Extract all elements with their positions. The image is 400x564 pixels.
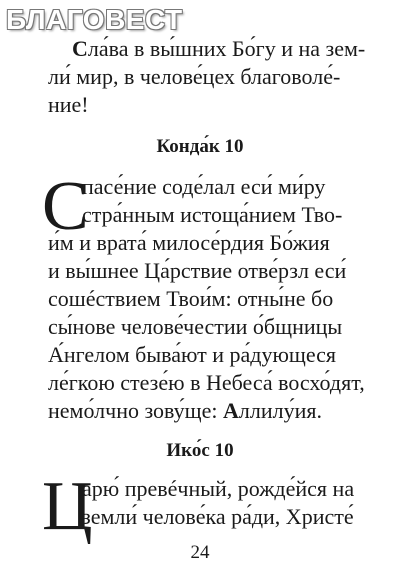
page-number: 24 xyxy=(190,542,210,563)
kondak-line-7: А́нгелом быва́ют и ра́дующеся xyxy=(48,342,337,367)
alleluia-initial: А xyxy=(223,398,239,423)
kondak-last-line xyxy=(48,396,322,426)
kondak-heading: Конда́к 10 xyxy=(156,136,244,157)
kondak-line-1: пасе́ние соде́лал еси́ ми́ру xyxy=(82,174,326,199)
kondak-line-8: ле́гкою стезе́ю в Небеса́ восхо́дят, xyxy=(48,370,365,395)
kondak-line-2: стра́нным истоща́нием Тво- xyxy=(82,202,343,227)
ikos-line-2: земли́ челове́ка ра́ди, Христе́ xyxy=(82,504,354,529)
alleluia-rest: ллилу́ия. xyxy=(238,398,323,423)
intro-line-1 xyxy=(72,34,365,64)
kondak-line-3: и́м и врата́ милосе́рдия Бо́жия xyxy=(48,230,330,255)
intro-line-2: ли́ мир, в челове́цех благоволе́- xyxy=(48,64,341,89)
ikos-dropcap: Ц xyxy=(42,468,93,545)
intro-line-3-text: ние! xyxy=(48,92,89,117)
intro-line-3 xyxy=(48,90,89,120)
intro-line-1-text: ла́ва в вы́шних Бо́гу и на зем- xyxy=(87,36,366,61)
kondak-dropcap: С xyxy=(42,168,89,245)
kondak-line-4: и вы́шнее Ца́рствие отве́рзл еси́ xyxy=(48,258,347,283)
kondak-line-6: сы́нове челове́честии о́бщницы xyxy=(48,314,343,339)
intro-initial: С xyxy=(72,36,88,61)
kondak-last-line-text: немо́лчно зову́ще: xyxy=(48,398,224,423)
ikos-line-1: арю́ превéчный, рожде́йся на xyxy=(82,476,355,501)
kondak-line-5: сошéствием Твои́м: отны́не бо xyxy=(48,286,334,311)
watermark-logo: БЛАГОВЕСТ xyxy=(6,4,183,35)
ikos-heading: Ико́с 10 xyxy=(166,440,234,461)
